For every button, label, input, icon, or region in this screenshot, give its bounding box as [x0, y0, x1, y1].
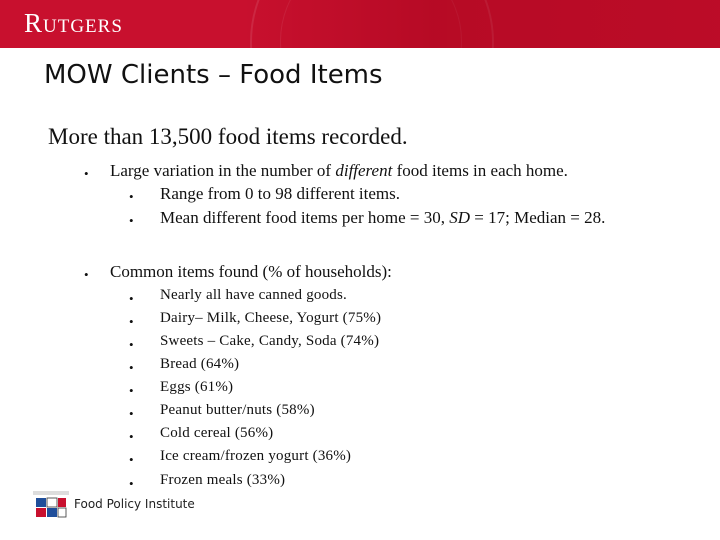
common-item: Bread (64%) — [160, 356, 240, 372]
bullet: • — [129, 213, 134, 228]
common-item: Cold cereal (56%) — [160, 425, 274, 441]
slide-title: MOW Clients – Food Items — [44, 60, 383, 90]
bullet: • — [129, 452, 134, 467]
bullet: • — [129, 476, 134, 491]
variation-point: Large variation in the number of different food items in each home. — [110, 161, 568, 180]
range-point: Range from 0 to 98 different items. — [160, 184, 400, 203]
common-item: Ice cream/frozen yogurt (36%) — [160, 448, 352, 464]
common-item: Peanut butter/nuts (58%) — [160, 402, 315, 418]
bullet: • — [129, 360, 134, 375]
common-item: Nearly all have canned goods. — [160, 287, 347, 303]
footer-org: Food Policy Institute — [74, 497, 195, 511]
common-item: Frozen meals (33%) — [160, 472, 286, 488]
bullet: • — [129, 429, 134, 444]
mean-point: Mean different food items per home = 30, SD = 17; Median = 28. — [160, 208, 606, 227]
bullet: • — [129, 337, 134, 352]
common-item: Dairy– Milk, Cheese, Yogurt (75%) — [160, 310, 382, 326]
fpi-logo-icon — [32, 490, 70, 520]
bullet: • — [129, 314, 134, 329]
bullet: • — [84, 267, 89, 282]
bullet: • — [129, 383, 134, 398]
bullet: • — [129, 291, 134, 306]
common-item: Sweets – Cake, Candy, Soda (74%) — [160, 333, 380, 349]
bullet: • — [129, 406, 134, 421]
common-item: Eggs (61%) — [160, 379, 234, 395]
main-point: More than 13,500 food items recorded. — [48, 124, 408, 149]
bullet: • — [84, 166, 89, 181]
bullet: • — [129, 189, 134, 204]
header-banner — [0, 0, 720, 48]
common-heading: Common items found (% of households): — [110, 262, 392, 281]
rutgers-logo: Rutgers — [24, 8, 123, 38]
